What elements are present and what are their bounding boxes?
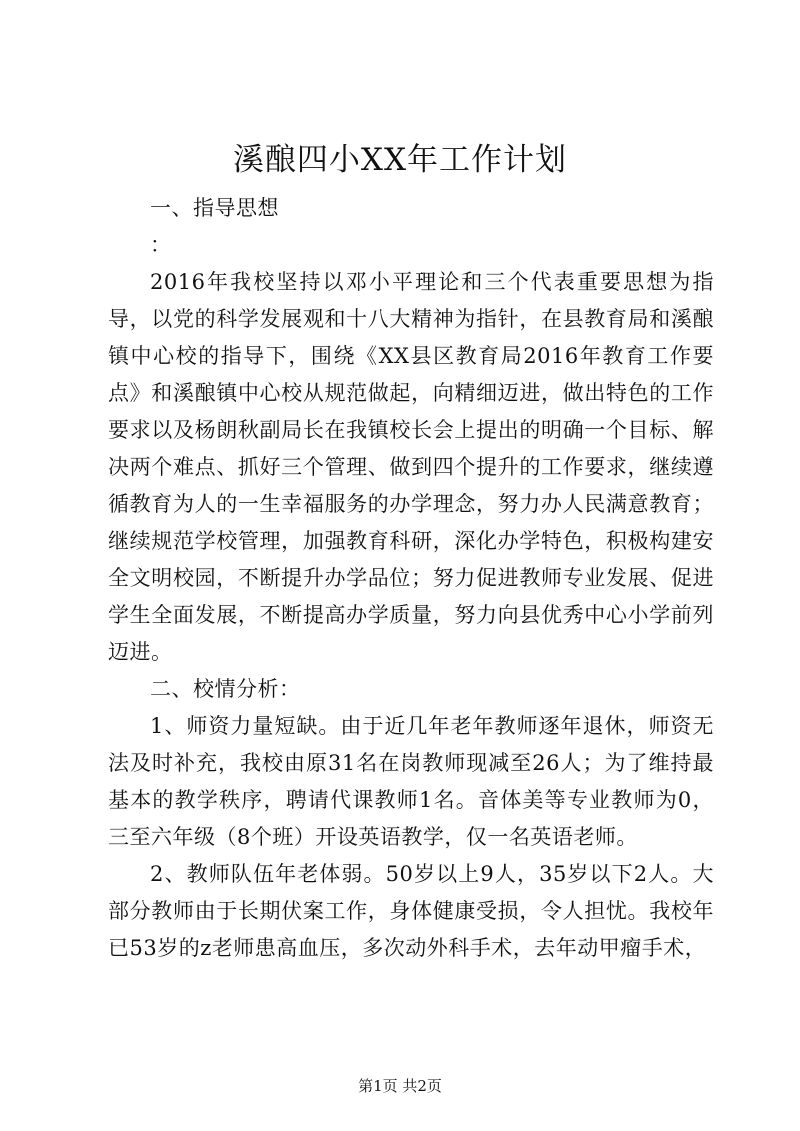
section-heading-school-analysis: 二、校情分析： xyxy=(150,677,301,701)
section-heading-guiding-thought: 一、指导思想 xyxy=(150,196,279,220)
page-footer: 第1页 共2页 xyxy=(358,1077,442,1095)
document-body xyxy=(108,190,714,967)
colon-line: ： xyxy=(150,233,172,257)
paragraph-teacher-aging: 2、教师队伍年老体弱。50岁以上9人，35岁以下2人。大部分教师由于长期伏案工作，身体健康受损，令人担忧。我校年已53岁的z老师患高血压，多次动外科手术，去年动甲瘤手术， xyxy=(108,862,714,960)
paragraph-guiding-thought: 2016年我校坚持以邓小平理论和三个代表重要思想为指导，以党的科学发展观和十八大精神为指针，在县教育局和溪酿镇中心校的指导下，围绕《XX县区教育局2016年教育工作要点》和溪酿镇中心校从规范做起，向精细迈进，做出特色的工作要求以及杨朗秋副局长在我镇校长会上提出的明确一个目标、解决两个难点、抓好三个管理、做到四个提升的工作要求，继续遵循教育为人的一生幸福服务的办学理念，努力办人民满意教育；继续规范学校管理，加强教育科研，深化办学特色，积极构建安全文明校园，不断提升办学品位；努力促进教师专业发展、促进学生全面发展，不断提高办学质量，努力向县优秀中心小学前列迈进。 xyxy=(108,270,714,664)
document-title: 溪酿四小XX年工作计划 xyxy=(232,142,568,178)
paragraph-teacher-shortage: 1、师资力量短缺。由于近几年老年教师逐年退休，师资无法及时补充，我校由原31名在岗教师现减至26人；为了维持最基本的教学秩序，聘请代课教师1名。音体美等专业教师为0，三至六年级（8个班）开设英语教学，仅一名英语老师。 xyxy=(108,714,714,849)
